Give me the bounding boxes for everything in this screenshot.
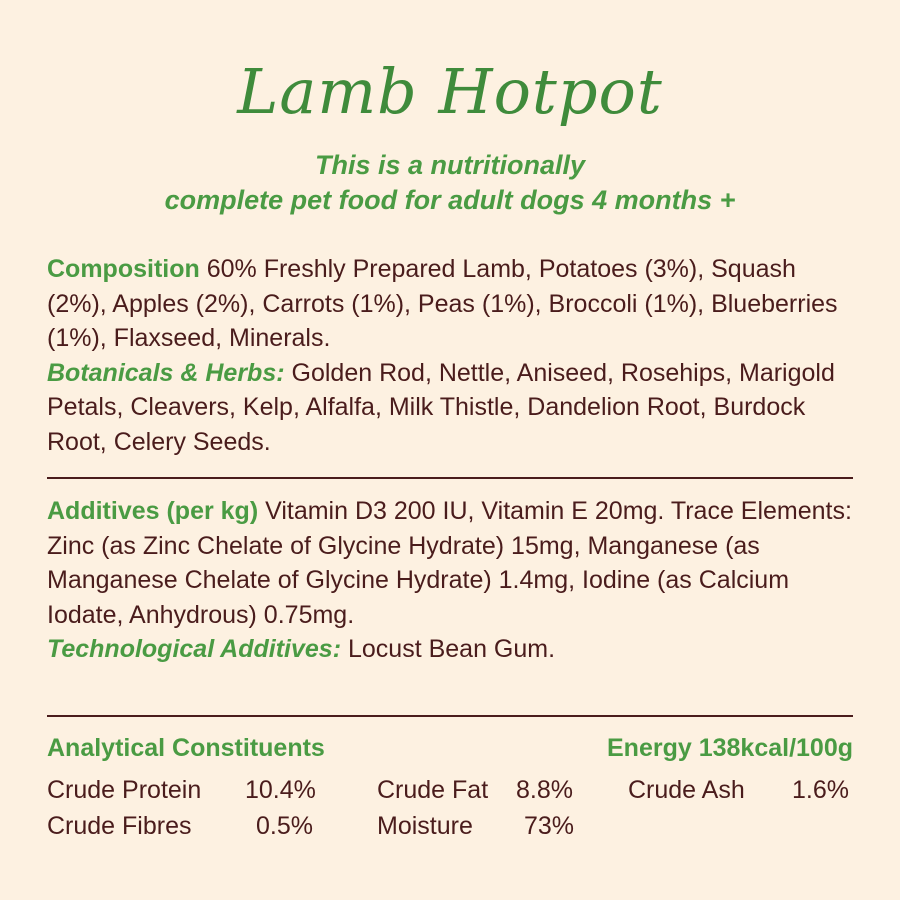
tech-additives-paragraph — [47, 632, 857, 667]
composition-label: Composition — [47, 255, 200, 283]
composition-text: 60% Freshly Prepared Lamb, Potatoes (3%), Squash (2%), Apples (2%), Carrots (1%), Peas (1%), Broccoli (1%), Blueberries (1%), Flaxseed, Minerals. — [47, 255, 838, 352]
additives-text: Vitamin D3 200 IU, Vitamin E 20mg. Trace Elements: Zinc (as Zinc Chelate of Glycine Hydrate) 15mg, Manganese (as Manganese Chelate of Glycine Hydrate) 1.4mg, Iodine (as Calcium Iodate, Anhydrous) 0.75mg. — [47, 497, 852, 629]
botanicals-label: Botanicals & Herbs: — [47, 358, 285, 387]
tech-additives-text: Locust Bean Gum. — [347, 635, 556, 663]
analytical-label: Analytical Constituents — [47, 734, 325, 762]
constituent-value: 73% — [524, 812, 575, 840]
constituent-name: Moisture — [377, 812, 473, 840]
botanicals-text: Golden Rod, Nettle, Aniseed, Rosehips, Marigold Petals, Cleavers, Kelp, Alfalfa, Milk Thistle, Dandelion Root, Burdock Root, Celery Seeds. — [47, 358, 835, 456]
composition-section — [47, 252, 857, 459]
energy-label: Energy 138kcal/100g — [607, 734, 853, 762]
constituent-name: Crude Ash — [628, 776, 745, 804]
composition-paragraph — [47, 252, 857, 356]
constituent-value: 10.4% — [245, 776, 316, 804]
constituent-value: 1.6% — [792, 776, 849, 804]
constituent-name: Crude Protein — [47, 776, 202, 804]
subtitle-line-1: This is a nutritionally — [314, 150, 586, 180]
tech-additives-label: Technological Additives: — [47, 635, 342, 663]
analytical-header — [47, 731, 853, 765]
botanicals-paragraph — [47, 356, 857, 460]
constituent-name: Crude Fibres — [47, 812, 192, 840]
constituent-value: 0.5% — [256, 812, 313, 840]
additives-paragraph — [47, 494, 857, 632]
product-title: Lamb Hotpot — [237, 55, 663, 128]
product-subtitle — [0, 148, 900, 218]
subtitle-line-2: complete pet food for adult dogs 4 months + — [164, 185, 736, 215]
divider-2 — [47, 715, 853, 717]
additives-label: Additives (per kg) — [47, 497, 259, 525]
divider-1 — [47, 477, 853, 479]
constituent-value: 8.8% — [516, 776, 573, 804]
additives-section — [47, 494, 857, 667]
constituent-name: Crude Fat — [377, 776, 489, 804]
